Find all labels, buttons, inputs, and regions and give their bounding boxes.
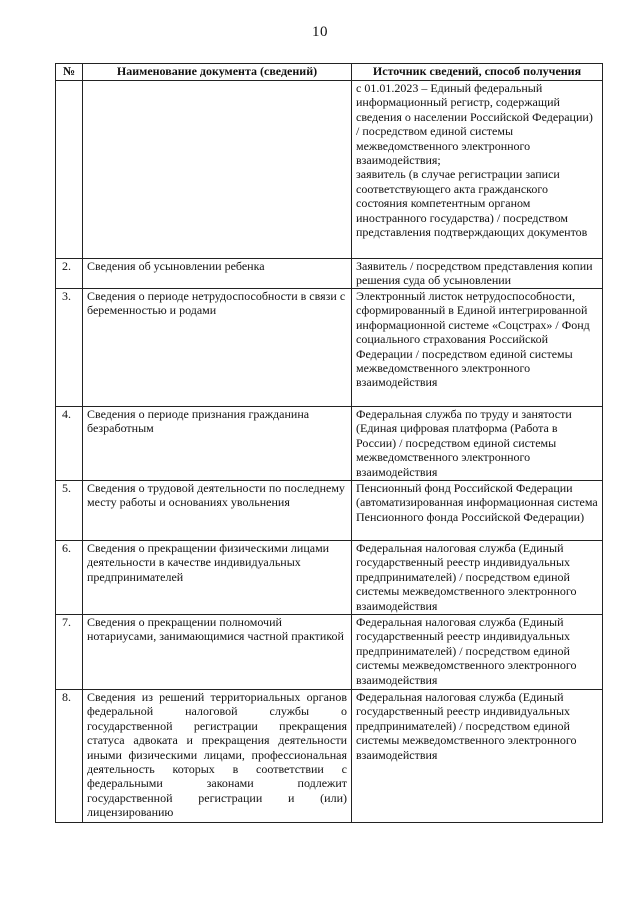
source-paragraph: с 01.01.2023 – Единый федеральный информационный регистр, содержащий сведения о населении Российской Федерации) / посредством единой системы межведомственного электронного взаимодействия; bbox=[356, 81, 593, 168]
document-name: Сведения из решений территориальных органов федеральной налоговой службы о государственной регистрации прекращения статуса адвоката и прекращения деятельности иными физическими лицами, профессиональная деятельность которых в соответствии с федеральными законами подлежит государственной регистрации и (или) лицензированию bbox=[83, 690, 352, 823]
document-source: Пенсионный фонд Российской Федерации (автоматизированная информационная система Пенсионного фонда Российской Федерации) bbox=[352, 481, 603, 541]
row-number bbox=[56, 81, 83, 259]
header-source: Источник сведений, способ получения bbox=[352, 64, 603, 81]
document-source: Электронный листок нетрудоспособности, сформированный в Единой интегрированной информационной системе «Соцстрах» / Фонд социального страхования Российской Федерации / посредством единой системы межведомственного электронного взаимодействия bbox=[352, 289, 603, 407]
document-name: Сведения об усыновлении ребенка bbox=[83, 259, 352, 289]
header-num: № bbox=[56, 64, 83, 81]
table-row bbox=[56, 259, 603, 289]
row-number: 5. bbox=[56, 481, 83, 541]
document-name: Сведения о периоде нетрудоспособности в связи с беременностью и родами bbox=[83, 289, 352, 407]
document-source: Заявитель / посредством представления копии решения суда об усыновлении bbox=[352, 259, 603, 289]
table-row bbox=[56, 541, 603, 615]
row-number: 6. bbox=[56, 541, 83, 615]
table-row bbox=[56, 690, 603, 823]
document-source: Федеральная служба по труду и занятости (Единая цифровая платформа (Работа в России) / посредством единой системы межведомственного электронного взаимодействия bbox=[352, 407, 603, 481]
documents-table bbox=[55, 63, 603, 823]
row-number: 8. bbox=[56, 690, 83, 823]
row-number: 3. bbox=[56, 289, 83, 407]
document-source: Федеральная налоговая служба (Единый государственный реестр индивидуальных предпринимателей) / посредством единой системы межведомственного электронного взаимодействия bbox=[352, 541, 603, 615]
row-number: 2. bbox=[56, 259, 83, 289]
table-row bbox=[56, 407, 603, 481]
page-number: 10 bbox=[312, 24, 328, 40]
document-name: Сведения о трудовой деятельности по последнему месту работы и основаниях увольнения bbox=[83, 481, 352, 541]
document-name: Сведения о прекращении полномочий нотариусами, занимающимися частной практикой bbox=[83, 615, 352, 690]
table-row bbox=[56, 481, 603, 541]
source-paragraph: заявитель (в случае регистрации записи соответствующего акта гражданского состояния компетентным органом иностранного государства) / посредством представления подтверждающих документов bbox=[356, 167, 588, 240]
table-header-row bbox=[56, 64, 603, 81]
document-name: Сведения о периоде признания гражданина безработным bbox=[83, 407, 352, 481]
document-source: Федеральная налоговая служба (Единый государственный реестр индивидуальных предпринимателей) / посредством единой системы межведомственного электронного взаимодействия bbox=[352, 690, 603, 823]
table-row bbox=[56, 81, 603, 259]
row-number: 4. bbox=[56, 407, 83, 481]
document-source: Федеральная налоговая служба (Единый государственный реестр индивидуальных предпринимателей) / посредством единой системы межведомственного электронного взаимодействия bbox=[352, 615, 603, 690]
table-row bbox=[56, 615, 603, 690]
table-row bbox=[56, 289, 603, 407]
document-source bbox=[352, 81, 603, 259]
document-name bbox=[83, 81, 352, 259]
row-number: 7. bbox=[56, 615, 83, 690]
document-name: Сведения о прекращении физическими лицами деятельности в качестве индивидуальных предпринимателей bbox=[83, 541, 352, 615]
header-document-name: Наименование документа (сведений) bbox=[83, 64, 352, 81]
